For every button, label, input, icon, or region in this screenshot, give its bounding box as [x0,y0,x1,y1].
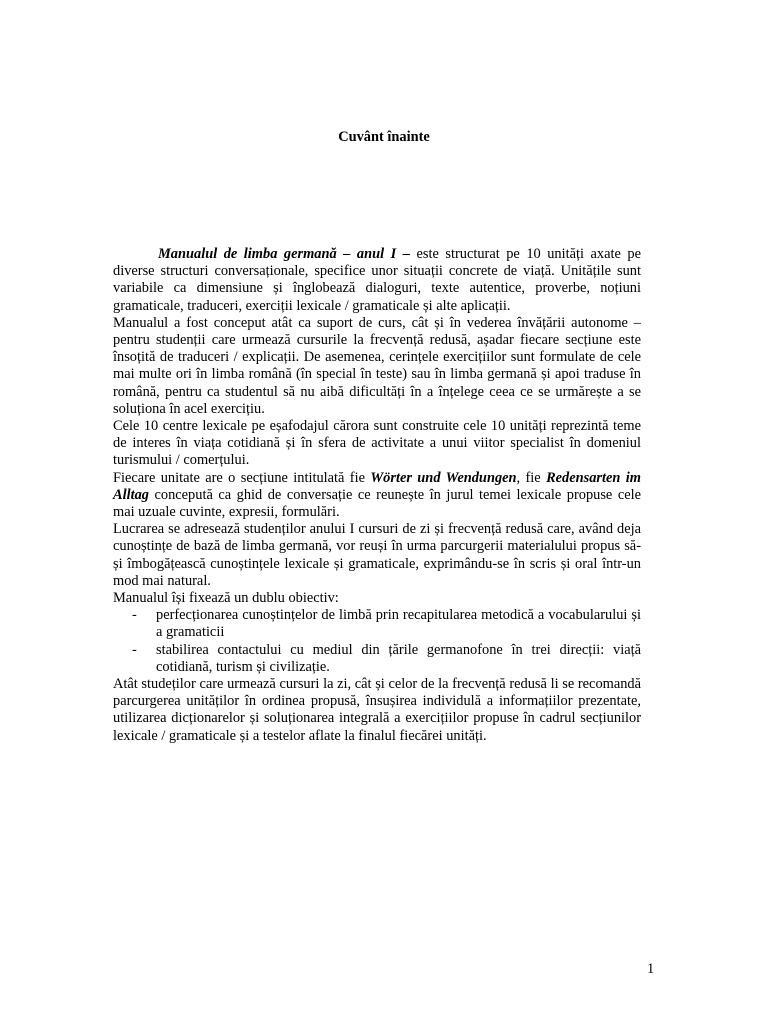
paragraph-concept: Manualul a fost conceput atât ca suport de curs, cât și în vederea învățării autonome – pentru studenții care urmează cursurile la frecvență redusă, așadar fiecare secțiune este însoțită de traduceri / explicații. De asemenea, cerințele exercițiilor sunt formulate de cele mai multe ori în limba română (în special în teste) sau în limba germană și apoi traduse în română, pentru ca studentul să nu aibă dificultăți în a înțelege ceea ce se urmărește a se soluționa în acel exercițiu. [113,314,641,417]
list-dash: - [132,607,137,624]
objectives-list [113,607,641,676]
paragraph-intro-text: este structurat pe 10 unități axate pe diverse structuri conversaționale, specifice unor situații concrete de viață. Unitățile sunt variabile ca dimensiune și înglobează dialoguri, texte autentice, proverbe, noțiuni gramaticale, traduceri, exerciții lexicale / gramaticale și alte aplicații. [113,246,641,314]
section-name-redensarten: Redensarten im Alltag [113,469,641,503]
paragraph-intro [113,246,641,315]
list-item-text: perfecționarea cunoștințelor de limbă prin recapitularea metodică a vocabularului și a gramaticii [156,607,641,641]
body-text [113,246,641,745]
page-title: Cuvânt înainte [338,129,430,145]
list-dash: - [132,641,137,658]
paragraph-recommendation: Atât studeților care urmează cursuri la zi, cât și celor de la frecvență redusă li se recomandă parcurgerea unităților în ordinea propusă, însușirea individulă a informațiilor prezentate, utilizarea dicționarelor și soluționarea integrală a exercițiilor propuse în cadrul secțiunilor lexicale / gramaticale și a testelor aflate la finalul fiecărei unități. [113,676,641,744]
paragraph-sections-text-3: concepută ca ghid de conversație ce reunește în jurul temei lexicale propuse cele mai uzuale cuvinte, expresii, formulări. [113,486,641,521]
page-number: 1 [647,961,655,977]
paragraph-sections-text-1: Fiecare unitate are o secțiune intitulată fie [113,469,371,486]
list-item [113,642,641,676]
paragraph-sections-text-2: , fie [516,469,547,486]
section-name-woerter: Wörter und Wendungen [370,469,517,486]
list-item-text: stabilirea contactului cu mediul din țările germanofone în trei direcții: viață cotidiană, turism și civilizație. [156,641,641,675]
manual-title-emphasis: Manualul de limba germană – anul I – [158,246,410,262]
paragraph-lexical-centers: Cele 10 centre lexicale pe eșafodajul cărora sunt construite cele 10 unități reprezintă teme de interes în viața cotidiană și în sfera de activitate a unui viitor specialist în domeniul turismului / comerțului. [113,418,641,469]
paragraph-sections [113,470,641,522]
paragraph-audience: Lucrarea se adresează studenților anului I cursuri de zi și frecvență redusă care, având deja cunoștințe de bază de limba germană, vor reuși în urma parcurgerii materialului propus să-și îmbogățească cunoștințele lexicale și gramaticale, exprimându-se în scris și oral într-un mod mai natural. [113,521,641,589]
list-item [113,607,641,641]
paragraph-objectives-intro: Manualul își fixează un dublu obiectiv: [113,590,339,607]
